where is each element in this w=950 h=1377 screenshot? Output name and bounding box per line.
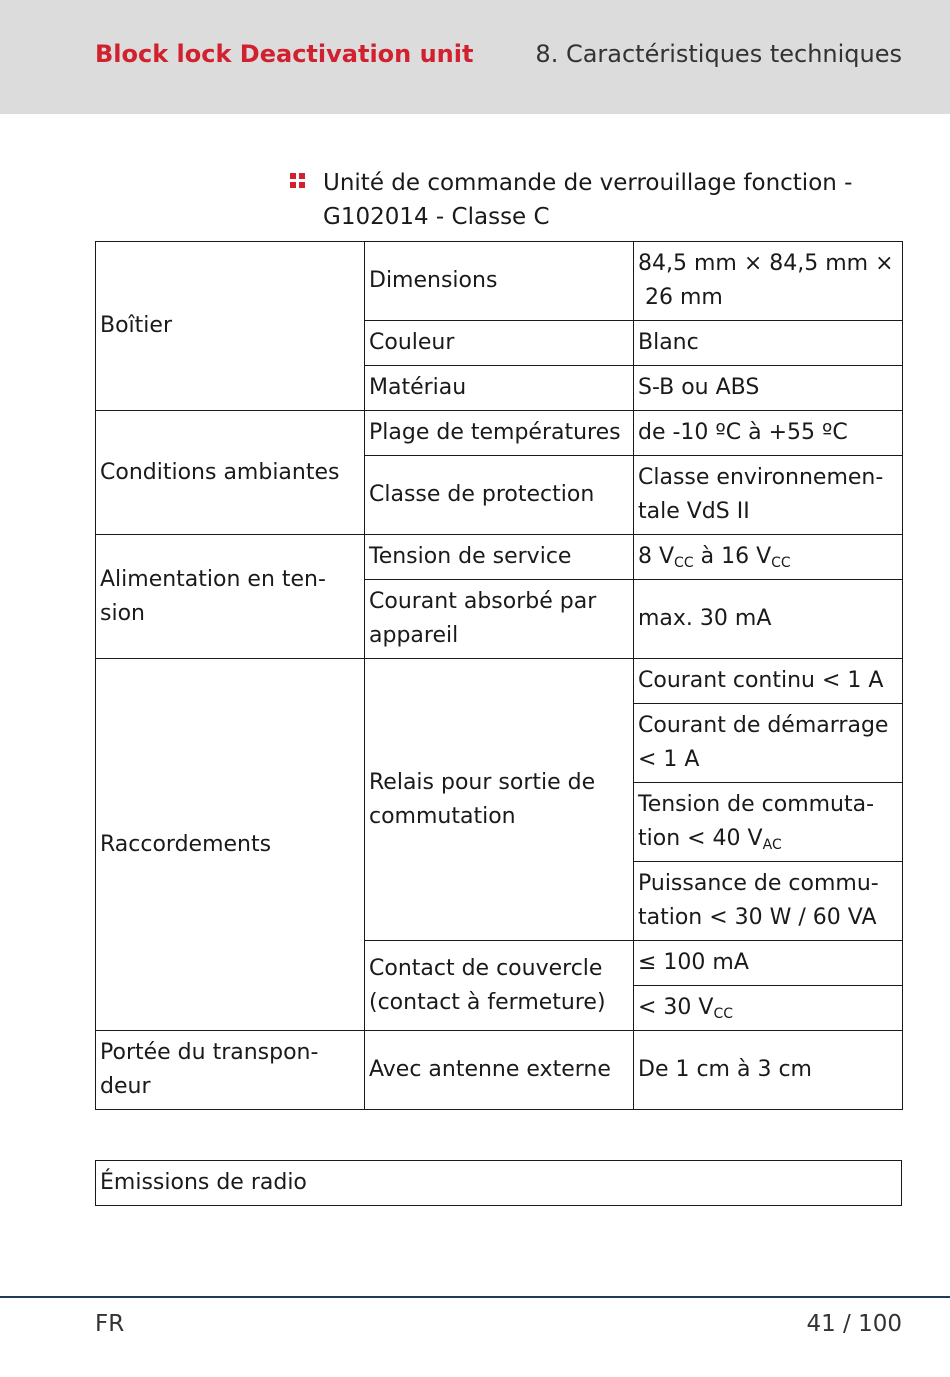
spec-label-classe: Classe de protection xyxy=(365,456,634,535)
spec-label-line: Courant absorbé par xyxy=(369,589,597,614)
square-grid-icon xyxy=(290,173,306,189)
spec-value-antenne: De 1 cm à 3 cm xyxy=(634,1031,903,1110)
spec-value-relais-2 xyxy=(634,704,903,783)
spec-value-line: < 1 A xyxy=(638,747,700,772)
spec-value-relais-3 xyxy=(634,783,903,862)
spec-value-line: 84,5 mm × 84,5 mm × xyxy=(638,251,894,276)
spec-category-radio: Émissions de radio xyxy=(96,1161,902,1206)
spec-label-couleur: Couleur xyxy=(365,321,634,366)
spec-value-courant: max. 30 mA xyxy=(634,580,903,659)
spec-value-line: Classe environnemen- xyxy=(638,465,884,490)
document-title: Block lock Deactivation unit xyxy=(95,40,474,68)
spec-label-plage: Plage de températures xyxy=(365,411,634,456)
section-title-line1: Unité de commande de verrouillage fonction - xyxy=(323,170,853,196)
spec-category-line: deur xyxy=(100,1074,151,1099)
footer-divider xyxy=(0,1296,950,1298)
spec-value-relais-4 xyxy=(634,862,903,941)
spec-label-courant xyxy=(365,580,634,659)
spec-category-boitier: Boîtier xyxy=(96,242,365,411)
page-number: 41 / 100 xyxy=(806,1311,902,1337)
spec-label-dimensions: Dimensions xyxy=(365,242,634,321)
value-subscript: CC xyxy=(771,555,791,571)
spec-value-tension xyxy=(634,535,903,580)
spec-value-contact-1: ≤ 100 mA xyxy=(634,941,903,986)
spec-category-line: Alimentation en ten- xyxy=(100,566,326,592)
spec-label-line: (contact à fermeture) xyxy=(369,989,606,1015)
spec-label-tension: Tension de service xyxy=(365,535,634,580)
value-text: à 16 V xyxy=(693,544,772,569)
spec-value-line: tale VdS II xyxy=(638,499,750,524)
spec-value-classe xyxy=(634,456,903,535)
value-text: tion < 40 V xyxy=(638,826,763,851)
spec-category-line: sion xyxy=(100,600,145,626)
radio-table xyxy=(95,1160,902,1206)
spec-value-materiau: S-B ou ABS xyxy=(634,366,903,411)
value-subscript: CC xyxy=(713,1006,734,1022)
spec-label-line: Relais pour sortie de xyxy=(369,769,596,795)
section-title-line2: G102014 - Classe C xyxy=(323,204,550,230)
spec-category-portee xyxy=(96,1031,365,1110)
spec-value-line xyxy=(638,822,898,856)
spec-value-line: Puissance de commu- xyxy=(638,871,879,896)
spec-category-line: Portée du transpon- xyxy=(100,1040,319,1065)
spec-label-antenne: Avec antenne externe xyxy=(365,1031,634,1110)
spec-label-materiau: Matériau xyxy=(365,366,634,411)
spec-value-relais-1: Courant continu < 1 A xyxy=(634,659,903,704)
spec-value-couleur: Blanc xyxy=(634,321,903,366)
value-text: 8 V xyxy=(638,544,675,569)
spec-label-line: commutation xyxy=(369,803,516,829)
spec-value-line: 26 mm xyxy=(638,285,723,310)
spec-category-alimentation xyxy=(96,535,365,659)
spec-label-relais xyxy=(365,659,634,941)
value-text: < 30 V xyxy=(638,995,714,1020)
spec-value-plage: de -10 ºC à +55 ºC xyxy=(634,411,903,456)
spec-value-line: tation < 30 W / 60 VA xyxy=(638,905,877,930)
spec-value-contact-2 xyxy=(634,986,903,1031)
chapter-title: 8. Caractéristiques techniques xyxy=(535,40,902,68)
spec-label-line: Contact de couvercle xyxy=(369,955,603,981)
page-header xyxy=(0,0,950,114)
spec-value-dimensions xyxy=(634,242,903,321)
footer-language: FR xyxy=(95,1311,125,1337)
spec-label-line: appareil xyxy=(369,623,459,648)
value-subscript: CC xyxy=(674,555,694,571)
spec-table xyxy=(95,241,903,1110)
spec-value-line: Tension de commuta- xyxy=(638,792,875,817)
spec-category-conditions: Conditions ambiantes xyxy=(96,411,365,535)
spec-category-raccordements: Raccordements xyxy=(96,659,365,1031)
value-subscript: AC xyxy=(762,837,782,853)
spec-value-line: Courant de démarrage xyxy=(638,713,889,738)
spec-label-contact xyxy=(365,941,634,1031)
